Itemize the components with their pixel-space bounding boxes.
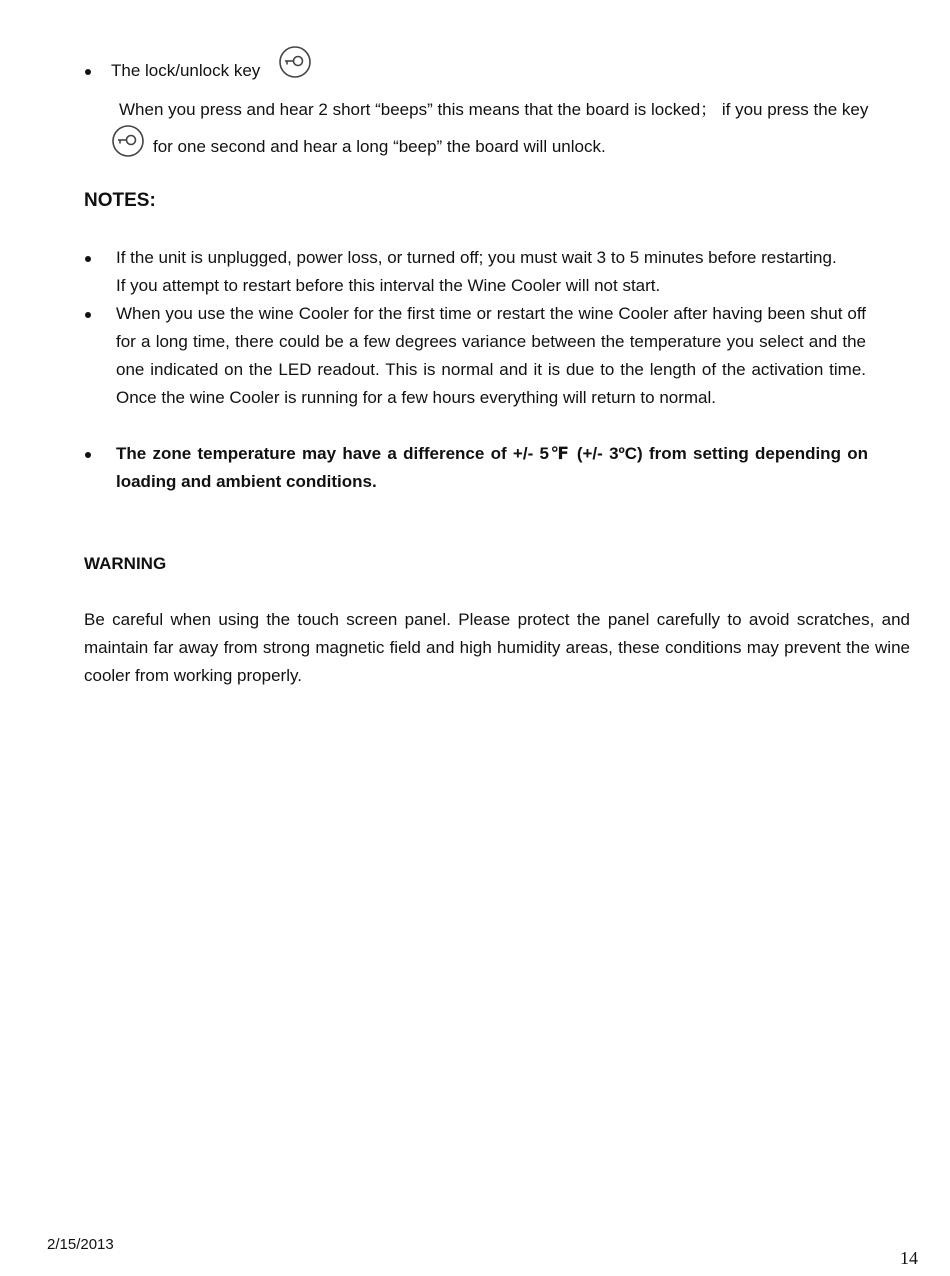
notes-heading: NOTES: (84, 190, 156, 211)
notes-item-1-line2: If you attempt to restart before this interval the Wine Cooler will not start. (116, 276, 661, 295)
notes-item-3: The zone temperature may have a difference of +/- 5℉ (+/- 3ºC) from setting depending on loading and ambient conditions. (116, 444, 868, 491)
footer-date: 2/15/2013 (47, 1236, 114, 1253)
page-number: 14 (900, 1248, 918, 1268)
bullet-dot (85, 312, 91, 318)
lock-description-line1: When you press and hear 2 short “beeps” this means that the board is locked； if you press the key (119, 100, 869, 119)
lock-key-icon (278, 45, 312, 79)
lock-key-label: The lock/unlock key (111, 61, 261, 80)
notes-item-1-line1: If the unit is unplugged, power loss, or turned off; you must wait 3 to 5 minutes before restarting. (116, 248, 837, 267)
warning-body: Be careful when using the touch screen panel. Please protect the panel carefully to avoid scratches, and maintain far away from strong magnetic field and high humidity areas, these conditions may prevent the wine cooler from working properly. (84, 610, 910, 685)
lock-key-icon-inline (111, 124, 145, 158)
bullet-dot (85, 256, 91, 262)
warning-heading: WARNING (84, 554, 167, 573)
bullet-dot (85, 452, 91, 458)
notes-item-2: When you use the wine Cooler for the first time or restart the wine Cooler after having been shut off for a long time, there could be a few degrees variance between the temperature you select and the one indicated on the LED readout. This is normal and it is due to the length of the activation time. Once the wine Cooler is running for a few hours everything will return to normal. (116, 304, 866, 407)
lock-description-line2: for one second and hear a long “beep” the board will unlock. (153, 137, 606, 156)
bullet-dot (85, 69, 91, 75)
